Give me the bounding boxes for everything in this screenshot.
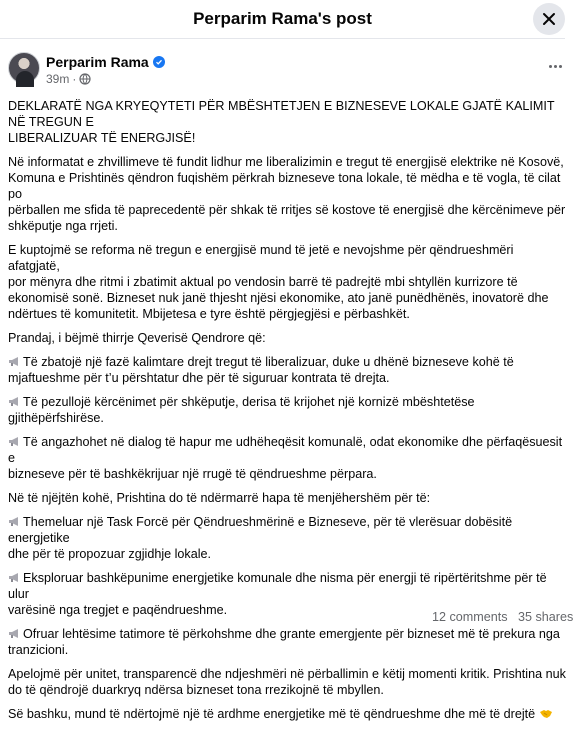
- closing-paragraph: [8, 706, 568, 722]
- author-row: [46, 54, 165, 70]
- post-header: [8, 52, 565, 92]
- post-body: [8, 98, 568, 730]
- handshake-icon: [539, 708, 553, 719]
- closing-paragraph: Apelojmë për unitet, transparencë dhe ndjeshmëri në përballimin e këtij momenti kritik. Prishtina nuk do të qëndrojë duarkryq ndërsa bizneset tona rrezikojnë të mbyllen.: [8, 667, 566, 697]
- avatar[interactable]: [8, 52, 40, 84]
- megaphone-icon: [8, 356, 21, 367]
- commitment-item: [8, 514, 568, 562]
- megaphone-icon: [8, 572, 21, 583]
- close-button[interactable]: [533, 3, 565, 35]
- separator-dot: ·: [72, 72, 77, 86]
- commitment-text: Themeluar një Task Forcë për Qëndrueshmërinë e Bizneseve, për të vlerësuar dobësitë energjetike dhe për të propozuar zgjidhje lokale.: [8, 515, 513, 561]
- post-paragraph: Prandaj, i bëjmë thirrje Qeverisë Qendrore që:: [8, 331, 266, 345]
- demand-text: Të zbatojë një fazë kalimtare drejt tregut të liberalizuar, duke u dhënë bizneseve kohë të mjaftueshme për t’u përshtatur dhe për të siguruar kontrata të drejta.: [8, 355, 514, 385]
- post-footer: [0, 606, 573, 628]
- post-paragraph: E kuptojmë se reforma në tregun e energjisë mund të jetë e nevojshme për qëndrueshmëri afatgjatë, por mënyra dhe ritmi i zbatimit aktual po vendosin barrë të padrejtë mbi shtyllën kurrizore të ekonomisë sonë. Bizneset nuk janë thjesht njësi ekonomike, ato janë punëdhënës, inovatorë dhe ndërtues të komunitetit. Mbijetesa e tyre është përgjegjësi e përbashkët.: [8, 243, 549, 321]
- header-divider: [0, 38, 565, 39]
- more-dot: [559, 65, 562, 68]
- megaphone-icon: [8, 628, 21, 639]
- commitment-intro: Në të njëjtën kohë, Prishtina do të ndërmarrë hapa të menjëhershëm për të:: [8, 491, 431, 505]
- demand-text: Të pezullojë kërcënimet për shkëputje, derisa të krijohet një kornizë mbështetëse gjithëpërfshirëse.: [8, 395, 475, 425]
- demand-item: [8, 394, 568, 426]
- post-heading: DEKLARATË NGA KRYEQYTETI PËR MBËSHTETJEN E BIZNESEVE LOKALE GJATË KALIMIT NË TREGUN E LIBERALIZUAR TË ENERGJISË!: [8, 99, 555, 145]
- demand-item: [8, 434, 568, 482]
- post-time[interactable]: 39m: [46, 72, 70, 86]
- megaphone-icon: [8, 516, 21, 527]
- megaphone-icon: [8, 436, 21, 447]
- commitment-item: [8, 626, 568, 658]
- author-name[interactable]: Perparim Rama: [46, 54, 149, 70]
- megaphone-icon: [8, 396, 21, 407]
- dialog-header: [0, 0, 565, 38]
- commitment-text: Ofruar lehtësime tatimore të përkohshme dhe grante emergjente për bizneset më të prekura nga tranzicioni.: [8, 627, 560, 657]
- comments-count[interactable]: 12 comments: [432, 610, 508, 624]
- shares-count[interactable]: 35 shares: [518, 610, 573, 624]
- closing-text: Së bashku, mund të ndërtojmë një të ardhme energjetike më të qëndrueshme dhe më të drejtë: [8, 707, 536, 721]
- more-options-button[interactable]: [545, 58, 565, 74]
- demand-text: Të angazhohet në dialog të hapur me udhëheqësit komunalë, odat ekonomike dhe përfaqësuesit e bizneseve për të bashkëkrijuar një rrugë të qëndrueshme përpara.: [8, 435, 563, 481]
- close-icon: [542, 12, 556, 26]
- more-options-icon: [549, 65, 552, 68]
- globe-icon[interactable]: [79, 73, 91, 85]
- post-meta: [46, 72, 91, 86]
- dialog-title: Perparim Rama's post: [193, 9, 372, 28]
- post-paragraph: Në informatat e zhvillimeve të fundit lidhur me liberalizimin e tregut të energjisë elektrike në Kosovë, Komuna e Prishtinës qëndron fuqishëm përkrah bizneseve tona lokale, të mëdha e të vogla, të cilat po përballen me sfida të paprecedentë për shkak të rritjes së kostove të energjisë dhe kërcënimeve për shkëputje nga rrjeti.: [8, 155, 566, 233]
- more-dot: [554, 65, 557, 68]
- commitment-text: Eksploruar bashkëpunime energjetike komunale dhe nisma për energji të ripërtëritshme për të ulur varësinë nga tregjet e paqëndrueshme.: [8, 571, 547, 617]
- demand-item: [8, 354, 568, 386]
- verified-badge-icon: [153, 56, 165, 68]
